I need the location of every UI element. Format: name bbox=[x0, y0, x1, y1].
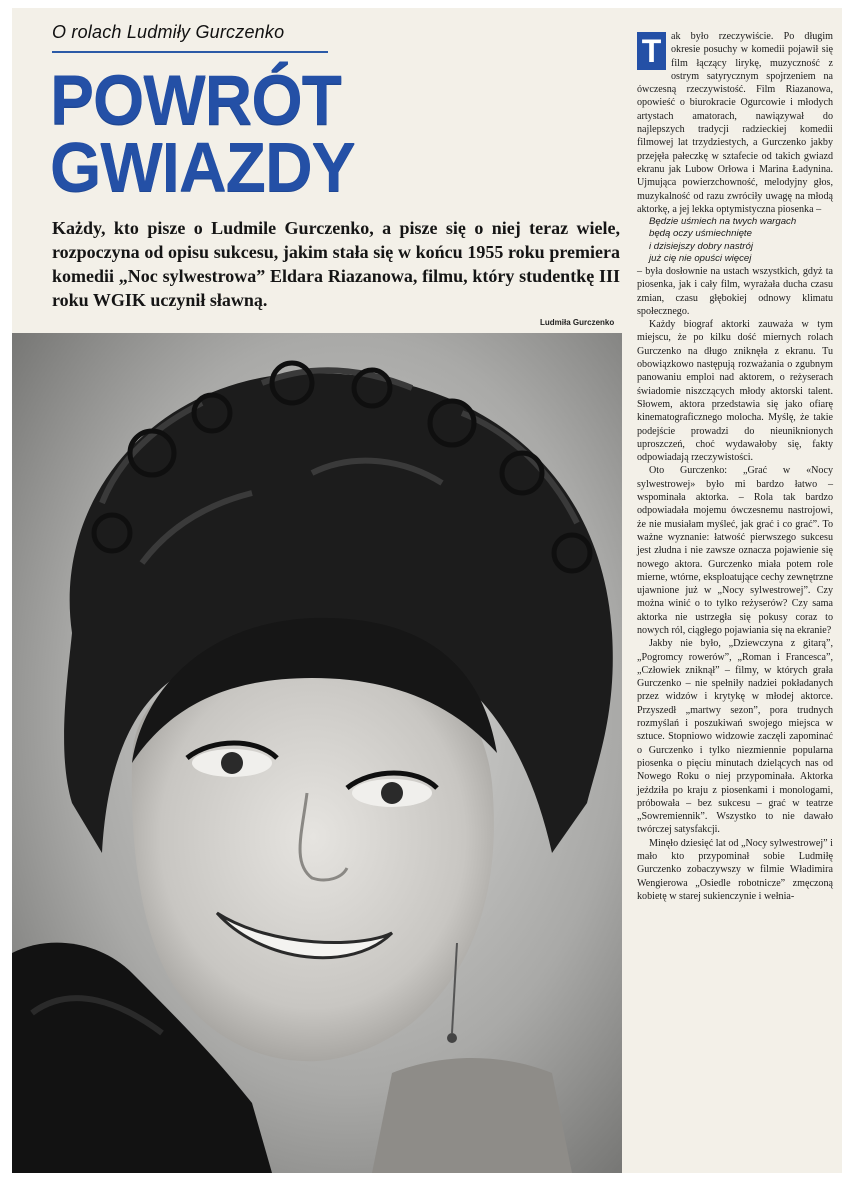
song-line-2: będą oczy uśmiechnięte bbox=[649, 228, 752, 240]
left-column bbox=[12, 8, 624, 1173]
paragraph-1-text: ak było rzeczywiście. Po długim okresie posuchy w komedii pojawił się film łączący lirykę, muzyczność z ostrym satyrycznym spojrzeniem na ówczesną rzeczywistość. Film Riazanowa, opowieść o biurokracie Ogurcowie i młodych artystach amatorach, nawiązywał do najlepszych tradycji radzieckiej komedii filmowej lat trzydziestych, a Gurczenko jakby przejęła pałeczkę w sztafecie od takich gwiazd ekranu jak Lubow Orłowa i Marina Ładynina. Ujmująca powierzchowność, melodyjny głos, muzykalność od razu zwróciły uwagę na młodą aktorkę, a jej lekka optymistyczna piosenka – bbox=[637, 31, 833, 215]
photo-caption: Ludmiła Gurczenko bbox=[540, 318, 615, 327]
song-line-3: i dzisiejszy dobry nastrój bbox=[649, 240, 753, 252]
article-headline bbox=[50, 60, 355, 206]
magazine-page bbox=[12, 8, 842, 1173]
song-line-4: już cię nie opuści więcej bbox=[649, 252, 752, 264]
paragraph-3: Każdy biograf aktorki zauważa w tym miejscu, że po kilku dość miernych rolach Gurczenko na długo zniknęła z ekranu. Tu obowiązkowo następują rozważania o zgubnym panowaniu emploi nad aktorem, o reżyserach świadomie niszczących młody aktorski talent. Słowem, aktora przedstawia się jako ofiarę kinematograficznego molocha. Myślę, że takie podejście prowadzi do nieuniknionych uproszczeń, choć wydawałoby się, fakty odpowiadają rzeczywistości. bbox=[637, 319, 833, 464]
song-lyrics bbox=[637, 216, 833, 265]
article-body bbox=[637, 30, 833, 903]
paragraph-1 bbox=[637, 30, 833, 216]
lead-paragraph: Każdy, kto pisze o Ludmile Gurczenko, a pisze się o niej teraz wiele, rozpoczyna od opisu sukcesu, jakim stała się w końcu 1955 roku premiera komedii „Noc sylwestrowa” Eldara Riazanowa, filmu, który studentkę III roku WGIK uczynił sławną. bbox=[52, 218, 620, 310]
paragraph-4: Oto Gurczenko: „Grać w «Nocy sylwestrowej» było mi bardzo łatwo – wspominała aktorka. – Rola tak bardzo odpowiadała mojemu ówczesnemu nastrojowi, że nie musiałam myśleć, jak grać i co grać”. To ważne wyznanie: łatwość pierwszego sukcesu jest złudna i nie zawsze oznacza pojawienie się nowego aktora. Gurczenko miała potem role mierne, wtórne, eksploatujące cechy zewnętrzne ujawnione już w „Nocy sylwestrowej”. Czy można winić o to tylko reżyserów? Czy sama aktorka nie ustrzegła się pokusy coraz to nowych ról, ciągłego pojawiania się na ekranie? bbox=[637, 465, 833, 636]
song-line-1: Będzie uśmiech na twych wargach bbox=[649, 216, 797, 228]
headline-line-1: POWRÓT bbox=[50, 60, 341, 139]
drop-cap: T bbox=[637, 32, 666, 70]
portrait-photo bbox=[12, 333, 622, 1173]
paragraph-6: Minęło dziesięć lat od „Nocy sylwestrowej” i mało kto przypominał sobie Ludmiłę Gurczenko zobaczywszy w filmie Władimira Wengierowa „Osiedle robotnicze” zmęczoną kobietę w starej sukienczynie i wełnia- bbox=[637, 837, 833, 902]
paragraph-5: Jakby nie było, „Dziewczyna z gitarą”, „Pogromcy rowerów”, „Roman i Francesca”, „Człowiek zniknął” – filmy, w których grała Gurczenko – nie spełniły nadziei pokładanych przez widzów i krytykę w młodej aktorce. Przyszedł „martwy sezon”, pora trudnych rozmyślań i poszukiwań swojego miejsca w sztuce. Stopniowo widzowie zaczęli zapominać o Gurczenko i tylko niezmiennie popularna piosenka o pięciu minutach dzielących nas od Nowego Roku o niej przypominała. Aktorka jeździła po kraju z piosenkami i monologami, próbowała – bez sukcesu – grać w teatrze „Sowremiennik”. Wszystko to nie dawało twórczej satysfakcji. bbox=[637, 638, 833, 836]
paragraph-2: – była dosłownie na ustach wszystkich, gdyż ta piosenka, jak i cały film, wyrażała ducha czasu zmian, czasu głębokiej odnowy klimatu społecznego. bbox=[637, 265, 833, 317]
subtitle-underline bbox=[52, 51, 328, 53]
right-column bbox=[626, 8, 842, 1173]
article-subtitle: O rolach Ludmiły Gurczenko bbox=[52, 22, 285, 42]
headline-line-2: GWIAZDY bbox=[50, 127, 355, 206]
